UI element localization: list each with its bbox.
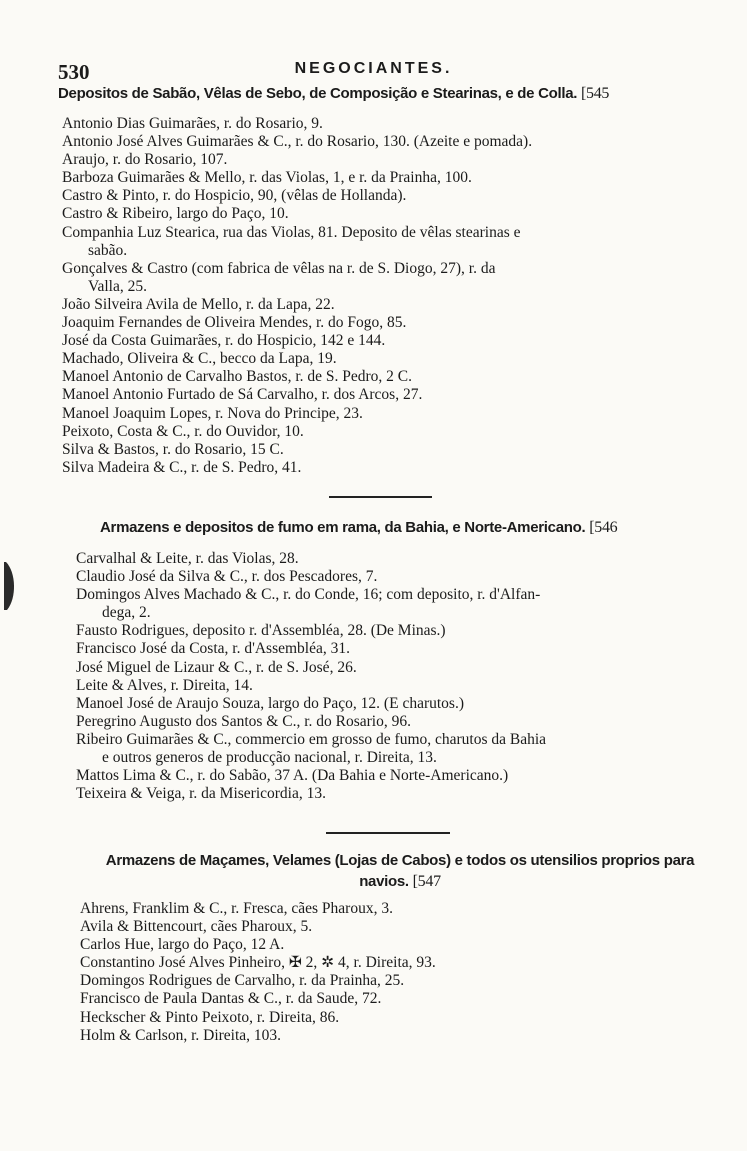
list-item: José da Costa Guimarães, r. do Hospicio, 142 e 144. [62,332,386,350]
list-item: Antonio José Alves Guimarães & C., r. do Rosario, 130. (Azeite e pomada). [62,133,533,151]
list-item: Constantino José Alves Pinheiro, ✠ 2, ✲ 4, r. Direita, 93. [80,954,436,972]
list-item: Peixoto, Costa & C., r. do Ouvidor, 10. [62,422,304,440]
binding-edge-mark [4,562,18,610]
section-heading-546 [100,517,720,538]
entry-list-546 [76,550,546,803]
list-item: Castro & Pinto, r. do Hospicio, 90, (vêlas de Hollanda). [62,187,407,205]
list-item: Silva Madeira & C., r. de S. Pedro, 41. [62,458,302,476]
list-item: Ahrens, Franklim & C., r. Fresca, cães Pharoux, 3. [80,900,393,917]
list-item-continuation: sabão. [88,241,128,259]
list-item-continuation: dega, 2. [102,604,151,622]
running-title: NEGOCIANTES. [294,60,453,77]
section-code: [546 [589,519,618,536]
list-item: Manoel José de Araujo Souza, largo do Paço, 12. (E charutos.) [76,694,464,712]
list-item: Barboza Guimarães & Mello, r. das Violas, 1, e r. da Prainha, 100. [62,169,472,187]
list-item: Francisco José da Costa, r. d'Assembléa, 31. [76,640,350,658]
section-divider [329,496,432,498]
list-item: Castro & Ribeiro, largo do Paço, 10. [62,205,289,223]
page-number: 530 [58,60,90,84]
list-item: Machado, Oliveira & C., becco da Lapa, 19. [62,350,337,368]
list-item: Fausto Rodrigues, deposito r. d'Assembléa, 28. (De Minas.) [76,622,446,640]
list-item: Leite & Alves, r. Direita, 14. [76,676,253,694]
list-item: Gonçalves & Castro (com fabrica de vêlas na r. de S. Diogo, 27), r. da [62,259,496,277]
section-divider [326,832,450,834]
list-item: Teixeira & Veiga, r. da Misericordia, 13. [76,785,326,803]
list-item: Manoel Joaquim Lopes, r. Nova do Principe, 23. [62,404,363,422]
section-code: [547 [412,873,441,890]
list-item: Peregrino Augusto dos Santos & C., r. do Rosario, 96. [76,712,411,730]
list-item: Companhia Luz Stearica, rua das Violas, 81. Deposito de vêlas stearinas e [62,223,521,241]
section-heading-text: Depositos de Sabão, Vêlas de Sebo, de Composição e Stearinas, e de Colla. [58,85,578,102]
list-item: Silva & Bastos, r. do Rosario, 15 C. [62,440,284,458]
list-item-continuation: e outros generos de producção nacional, r. Direita, 13. [102,749,437,767]
list-item: Araujo, r. do Rosario, 107. [62,151,228,169]
list-item: Heckscher & Pinto Peixoto, r. Direita, 86. [80,1008,340,1026]
section-code: [545 [580,85,610,102]
list-item: João Silveira Avila de Mello, r. da Lapa, 22. [62,295,335,313]
list-item: Holm & Carlson, r. Direita, 103. [80,1026,282,1044]
list-item: Ribeiro Guimarães & C., commercio em grosso de fumo, charutos da Bahia [76,730,547,748]
list-item-continuation: Valla, 25. [88,277,147,295]
list-item: Manoel Antonio Furtado de Sá Carvalho, r. dos Arcos, 27. [62,386,423,404]
list-item: Claudio José da Silva & C., r. dos Pescadores, 7. [76,568,378,586]
list-item: Domingos Alves Machado & C., r. do Conde, 16; com deposito, r. d'Alfan- [76,586,541,604]
list-item: Manoel Antonio de Carvalho Bastos, r. de S. Pedro, 2 C. [62,368,413,386]
list-item: Joaquim Fernandes de Oliveira Mendes, r. do Fogo, 85. [62,314,407,332]
list-item: Carlos Hue, largo do Paço, 12 A. [80,936,285,954]
section-heading-text: Armazens e depositos de fumo em rama, da Bahia, e Norte-Americano. [100,519,586,536]
list-item: Antonio Dias Guimarães, r. do Rosario, 9. [62,115,323,132]
list-item: Domingos Rodrigues de Carvalho, r. da Prainha, 25. [80,972,405,990]
entry-list-545 [62,115,532,477]
section-heading-547 [80,850,720,892]
entry-list-547 [80,900,436,1045]
section-heading-text: Armazens de Maçames, Velames (Lojas de Cabos) e todos os utensilios proprios para navios. [105,852,695,890]
list-item: Carvalhal & Leite, r. das Violas, 28. [76,550,299,567]
list-item: José Miguel de Lizaur & C., r. de S. José, 26. [76,658,357,676]
section-heading-545 [58,83,708,104]
list-item: Francisco de Paula Dantas & C., r. da Saude, 72. [80,990,382,1008]
list-item: Avila & Bittencourt, cães Pharoux, 5. [80,918,313,936]
list-item: Mattos Lima & C., r. do Sabão, 37 A. (Da Bahia e Norte-Americano.) [76,767,509,785]
